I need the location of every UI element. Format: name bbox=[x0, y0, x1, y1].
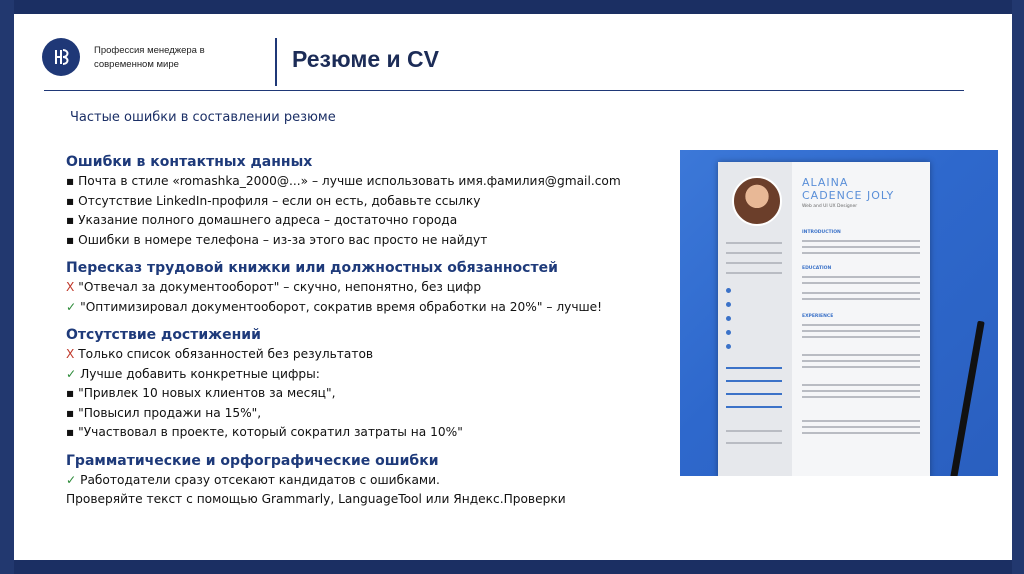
resume-line bbox=[802, 330, 920, 332]
resume-dot bbox=[726, 330, 731, 335]
resume-line bbox=[726, 442, 782, 444]
resume-dot bbox=[726, 344, 731, 349]
list-item: ▪ "Участвовал в проекте, который сократил затраты на 10%" bbox=[66, 425, 463, 439]
list-item bbox=[66, 471, 676, 491]
check-mark-icon: ✓ bbox=[66, 472, 77, 487]
resume-skill-bar bbox=[726, 380, 782, 382]
resume-name bbox=[802, 176, 894, 202]
resume-line bbox=[726, 262, 782, 264]
header-divider bbox=[275, 38, 277, 86]
list-item bbox=[66, 365, 676, 385]
resume-dot bbox=[726, 316, 731, 321]
resume-dot bbox=[726, 288, 731, 293]
list-item bbox=[66, 345, 676, 365]
resume-line bbox=[726, 430, 782, 432]
slide bbox=[14, 14, 1012, 560]
resume-paper bbox=[718, 162, 930, 476]
content bbox=[66, 152, 676, 518]
resume-skill-bar bbox=[726, 367, 782, 369]
resume-avatar bbox=[732, 176, 782, 226]
item-text: "Отвечал за документооборот" – скучно, непонятно, без цифр bbox=[74, 280, 482, 294]
section-duties bbox=[66, 258, 676, 317]
resume-sidebar bbox=[718, 162, 792, 476]
x-mark-icon: X bbox=[66, 347, 75, 361]
list-item: ▪ "Повысил продажи на 15%", bbox=[66, 405, 262, 420]
resume-name-line-2: CADENCE JOLY bbox=[802, 189, 895, 202]
frame-left bbox=[0, 0, 14, 574]
list-item: ▪ Почта в стиле «romashka_2000@...» – лучше использовать имя.фамилия@gmail.com bbox=[66, 174, 621, 188]
item-text: Лучше добавить конкретные цифры: bbox=[76, 366, 320, 381]
resume-photo bbox=[680, 150, 998, 476]
resume-line bbox=[802, 246, 920, 248]
item-text: "Оптимизировал документооборот, сократив время обработки на 20%" – лучше! bbox=[76, 299, 603, 314]
list-item: ▪ Ошибки в номере телефона – из-за этого вас просто не найдут bbox=[66, 232, 488, 247]
resume-line bbox=[802, 390, 920, 392]
section-grammar bbox=[66, 451, 676, 510]
resume-line bbox=[802, 292, 920, 294]
pen bbox=[948, 321, 984, 476]
section-contacts bbox=[66, 152, 676, 250]
x-mark-icon: X bbox=[66, 280, 75, 294]
resume-line bbox=[802, 276, 920, 278]
resume-skill-bar bbox=[726, 393, 782, 395]
resume-name-line-1: ALAINA bbox=[802, 176, 849, 189]
resume-line bbox=[802, 420, 920, 422]
section-heading: Пересказ трудовой книжки или должностных обязанностей bbox=[66, 260, 558, 276]
resume-line bbox=[802, 396, 920, 398]
resume-line bbox=[802, 366, 920, 368]
list-item bbox=[66, 278, 676, 298]
check-mark-icon: ✓ bbox=[66, 366, 77, 381]
resume-section-intro: INTRODUCTION bbox=[802, 230, 841, 235]
section-achievements bbox=[66, 325, 676, 443]
resume-line bbox=[802, 336, 920, 338]
resume-line bbox=[802, 324, 920, 326]
section-heading: Грамматические и орфографические ошибки bbox=[66, 452, 439, 469]
org-name bbox=[94, 44, 254, 72]
item-text: Работодатели сразу отсекают кандидатов с ошибками. bbox=[76, 472, 440, 487]
list-item: ▪ Отсутствие LinkedIn-профиля – если он есть, добавьте ссылку bbox=[66, 193, 481, 208]
org-line-1: Профессия менеджера в bbox=[94, 45, 205, 56]
frame-right bbox=[1012, 0, 1024, 574]
header-rule bbox=[44, 90, 964, 91]
list-item: Проверяйте текст с помощью Grammarly, LanguageTool или Яндекс.Проверки bbox=[66, 492, 566, 506]
resume-dot bbox=[726, 302, 731, 307]
resume-line bbox=[802, 240, 920, 242]
check-mark-icon: ✓ bbox=[66, 299, 77, 314]
org-line-2: современном мире bbox=[94, 59, 179, 70]
resume-section-experience: EXPERIENCE bbox=[802, 314, 834, 319]
resume-line bbox=[802, 252, 920, 254]
list-item: ▪ "Привлек 10 новых клиентов за месяц", bbox=[66, 386, 336, 400]
resume-line bbox=[802, 298, 920, 300]
resume-line bbox=[802, 432, 920, 434]
list-item: ▪ Указание полного домашнего адреса – достаточно города bbox=[66, 213, 458, 227]
resume-line bbox=[802, 426, 920, 428]
resume-skill-bar bbox=[726, 406, 782, 408]
list-item bbox=[66, 298, 676, 318]
resume-line bbox=[802, 354, 920, 356]
resume-line bbox=[726, 272, 782, 274]
slide-title: Резюме и CV bbox=[292, 46, 440, 72]
item-text: Только список обязанностей без результатов bbox=[74, 347, 374, 361]
resume-line bbox=[726, 252, 782, 254]
resume-line bbox=[802, 384, 920, 386]
resume-line bbox=[726, 242, 782, 244]
resume-section-education: EDUCATION bbox=[802, 266, 832, 271]
hse-logo-icon bbox=[42, 38, 80, 76]
slide-subtitle: Частые ошибки в составлении резюме bbox=[70, 110, 336, 125]
resume-line bbox=[802, 360, 920, 362]
section-heading: Отсутствие достижений bbox=[66, 327, 261, 343]
resume-line bbox=[802, 282, 920, 284]
resume-role: Web and UI UX Designer bbox=[802, 204, 858, 209]
section-heading: Ошибки в контактных данных bbox=[66, 154, 313, 170]
